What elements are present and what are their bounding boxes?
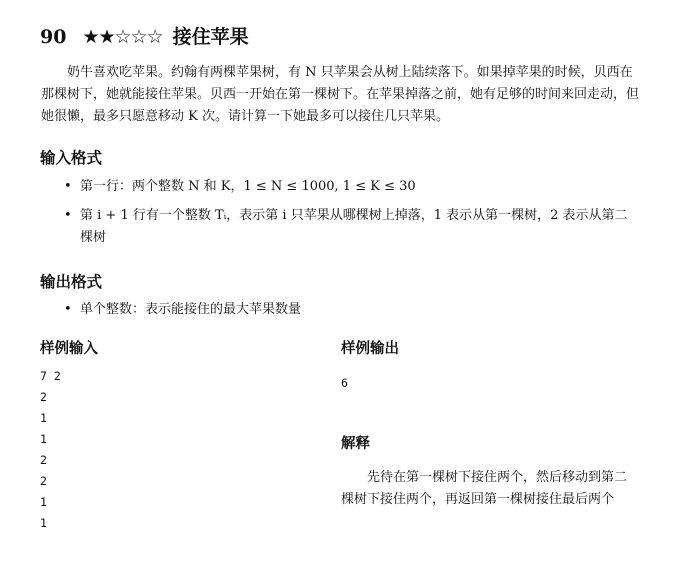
output-format-list — [58, 299, 638, 321]
problem-description: 奶牛喜欢吃苹果。约翰有两棵苹果树，有 N 只苹果会从树上陆续落下。如果掉苹果的时候，贝西在那棵树下，她就能接住苹果。贝西一开始在第一棵树下。在苹果掉落之前，她有足够的时间来回走动，但她很懒，最多只愿意移动 K 次。请计算一下她最多可以接住几只苹果。 — [41, 65, 640, 124]
difficulty-stars-icon: ★★☆☆☆ — [82, 26, 163, 48]
sample-input-line: 7 2 — [40, 369, 61, 383]
sample-input-line: 1 — [40, 411, 47, 425]
problem-title — [40, 22, 249, 49]
sample-input-line: 2 — [40, 390, 47, 404]
sample-input-line: 1 — [40, 432, 47, 446]
list-item: • 第 i + 1 行有一个整数 Tᵢ，表示第 i 只苹果从哪棵树上掉落，1 表示从第一棵树，2 表示从第二棵树 — [64, 208, 628, 245]
explanation-heading: 解释 — [341, 436, 370, 452]
sample-output-value: 6 — [341, 376, 348, 390]
sample-input-line: 1 — [40, 495, 47, 509]
explanation-text: 先待在第一棵树下接住两个，然后移动到第二棵树下接住两个，再返回第一棵树接住最后两个 — [341, 470, 628, 507]
sample-input-line: 2 — [40, 453, 47, 467]
list-item: • 单个整数：表示能接住的最大苹果数量 — [64, 302, 302, 317]
input-format-heading: 输入格式 — [40, 149, 103, 167]
problem-name: 接住苹果 — [172, 26, 249, 48]
problem-number: 90 — [40, 26, 67, 48]
output-format-heading: 输出格式 — [40, 273, 103, 291]
sample-input-heading: 样例输入 — [40, 341, 98, 357]
sample-input-line: 1 — [40, 516, 47, 530]
sample-input-line: 2 — [40, 474, 47, 488]
list-item: • 第一行：两个整数 N 和 K，1 ≤ N ≤ 1000, 1 ≤ K ≤ 30 — [64, 179, 416, 194]
sample-input-block — [40, 366, 61, 534]
sample-output-heading: 样例输出 — [341, 341, 399, 357]
input-format-list — [58, 176, 638, 249]
